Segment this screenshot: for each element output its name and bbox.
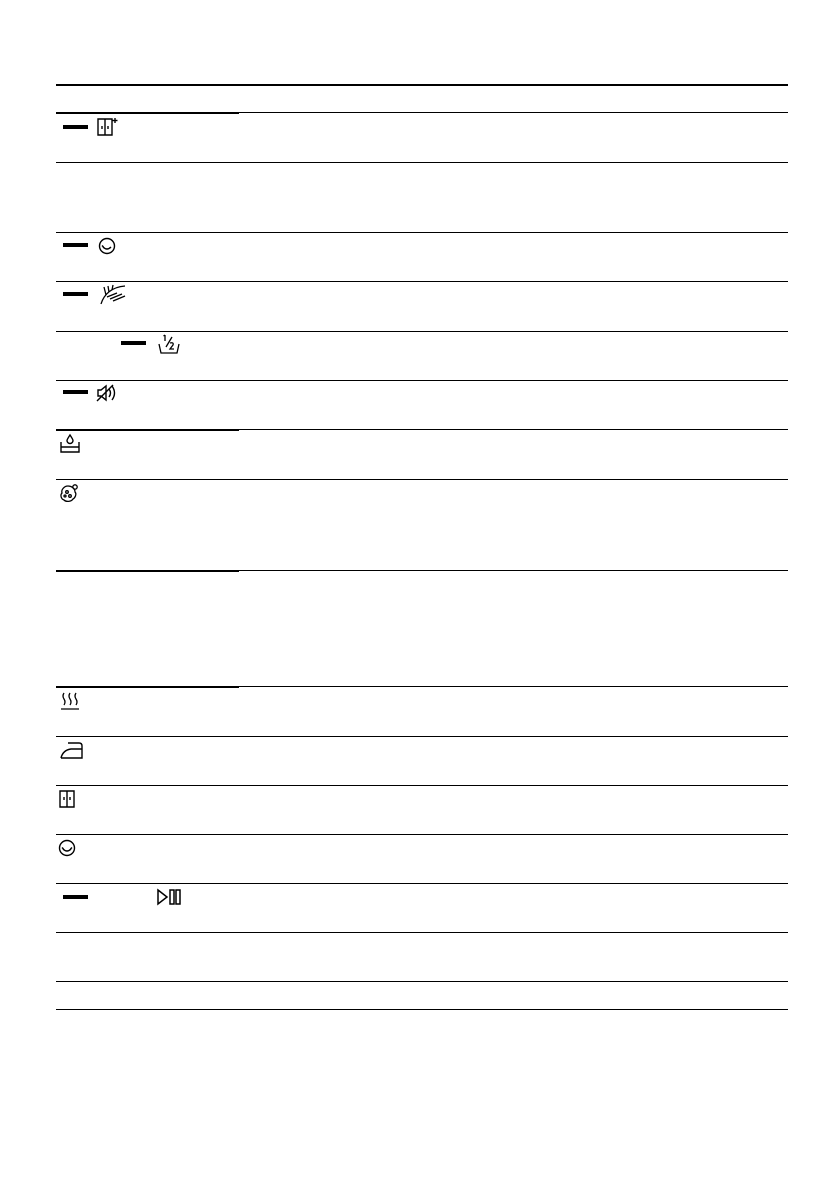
row-separator [56, 834, 788, 835]
play-pause-icon [155, 887, 183, 907]
row-separator [56, 331, 788, 332]
row-separator [56, 162, 788, 163]
row-separator [56, 981, 788, 982]
button-dash [63, 390, 88, 394]
column-divider [56, 429, 239, 431]
column-divider [56, 570, 239, 572]
door-plus-icon [97, 117, 119, 137]
button-dash [63, 125, 88, 129]
row-separator [56, 736, 788, 737]
mute-icon [95, 383, 119, 403]
row-separator [56, 785, 788, 786]
steam-icon [59, 690, 81, 712]
column-divider [56, 686, 239, 688]
half-load-icon [157, 334, 183, 356]
table-bottom-rule [56, 1009, 788, 1010]
stain-icon [58, 483, 80, 505]
button-dash [63, 895, 88, 899]
row-separator [56, 883, 788, 884]
smile-icon [57, 838, 77, 858]
column-divider [56, 112, 239, 114]
door-icon [58, 789, 76, 809]
water-drop-tub-icon [59, 433, 81, 455]
smile-icon [97, 236, 117, 256]
row-separator [56, 479, 788, 480]
button-dash [63, 243, 88, 247]
button-dash [63, 292, 88, 296]
row-separator [56, 281, 788, 282]
column-divider [56, 84, 239, 86]
row-separator [56, 932, 788, 933]
row-separator [56, 380, 788, 381]
button-dash [121, 341, 146, 345]
feather-icon [98, 284, 128, 306]
iron-icon [59, 740, 85, 762]
row-separator [56, 232, 788, 233]
